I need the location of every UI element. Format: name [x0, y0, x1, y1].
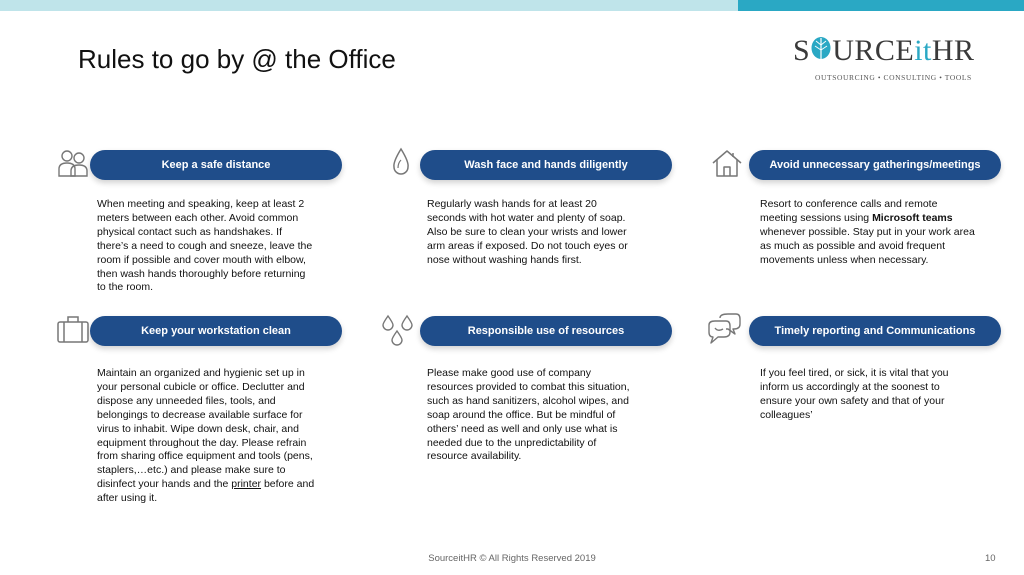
printer-link-text: printer: [231, 478, 262, 491]
card-heading-workstation-clean: Keep your workstation clean: [90, 316, 342, 346]
page-number: 10: [985, 553, 996, 564]
top-accent-bar-light: [0, 0, 738, 11]
drops-icon: [381, 314, 415, 348]
card-heading-resources: Responsible use of resources: [420, 316, 672, 346]
text-part: Resort to conference calls and remote meeting sessions using: [760, 198, 938, 224]
text-part: whenever possible. Stay put in your work area as much as possible and avoid frequent movements unless when necessary.: [760, 225, 975, 266]
logo-letters-hr: HR: [931, 34, 975, 67]
card-text-reporting: If you feel tired, or sick, it is vital that you inform us accordingly at the soonest to ensure your own safety and that of your colleagues’: [760, 367, 949, 421]
card-text-wash-hands: Regularly wash hands for at least 20 seconds with hot water and plenty of soap. Also be sure to clean your wrists and lower arm areas if exposed. Do not touch eyes or nose without washing hands first.: [427, 198, 628, 266]
slide-title: Rules to go by @ the Office: [78, 44, 396, 74]
card-heading-wash-hands: Wash face and hands diligently: [420, 150, 672, 180]
chat-bubbles-icon: [706, 313, 742, 345]
leaf-icon: [810, 36, 832, 60]
company-logo: [793, 34, 993, 86]
logo-tagline: OUTSOURCING • CONSULTING • TOOLS: [815, 73, 972, 82]
logo-letters-it: it: [914, 34, 932, 67]
text-part: before and after using it.: [97, 478, 315, 505]
footer-copyright: SourceitHR © All Rights Reserved 2019: [428, 553, 596, 564]
card-text-resources: Please make good use of company resources provided to combat this situation, such as hand sanitizers, alcohol wipes, and soap around the office. But be mindful of others’ need as well and only use what is needed due to the unpredictability of resource availability.: [427, 367, 630, 463]
briefcase-icon: [56, 314, 90, 344]
text-bold-part: Microsoft teams: [872, 211, 953, 224]
card-text-workstation-clean: [97, 367, 317, 506]
card-heading-safe-distance: Keep a safe distance: [90, 150, 342, 180]
top-accent-bar-dark: [738, 0, 1024, 11]
card-text-avoid-gatherings: [760, 198, 975, 268]
text-part: Maintain an organized and hygienic set up in your personal cubicle or office. Declutter and dispose any unneeded files, tools, and belongings to decrease available surface for virus to inhabit. Wipe down desk, chair, and equipment throughout the day. Please refrain from sharing office equipment and tools (pens, staplers,…etc.) and please make sure to disinfect your hands and the: [97, 367, 313, 491]
logo-wordmark: [793, 34, 975, 68]
water-drop-icon: [391, 147, 411, 177]
house-icon: [711, 148, 743, 178]
card-text-safe-distance: When meeting and speaking, keep at least 2 meters between each other. Avoid common physical contact such as handshakes. If there’s a need to cough and sneeze, leave the room if possible and cover mouth with elbow, then wash hands thoroughly before returning to the room.: [97, 198, 313, 294]
card-heading-avoid-gatherings: Avoid unnecessary gatherings/meetings: [749, 150, 1001, 180]
logo-letter-s: S: [793, 34, 811, 67]
logo-letters-urce: URCE: [832, 34, 915, 67]
people-icon: [57, 148, 91, 178]
card-heading-reporting: Timely reporting and Communications: [749, 316, 1001, 346]
